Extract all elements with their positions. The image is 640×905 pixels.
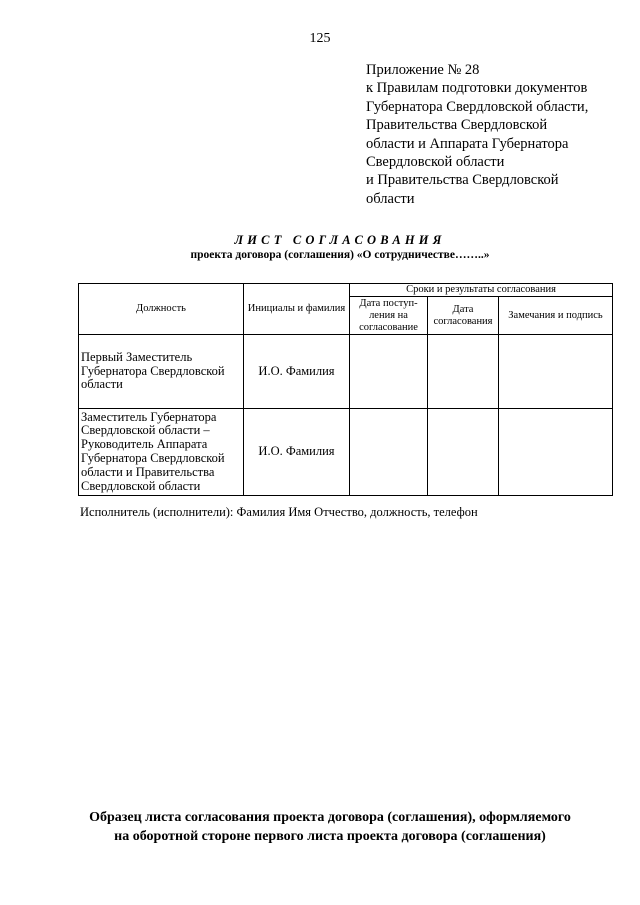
cell-date-approved — [428, 409, 499, 496]
page-number: 125 — [309, 31, 331, 46]
header-date-approved: Дата согласования — [428, 297, 499, 335]
row-name: И.О. Фамилия — [244, 409, 350, 496]
table-row — [79, 409, 613, 496]
document-caption — [0, 808, 640, 846]
cell-date-received — [350, 335, 428, 409]
appendix-line: области — [366, 190, 415, 207]
appendix-line: Губернатора Свердловской области, — [366, 98, 589, 115]
header-name: Инициалы и фамилия — [244, 284, 350, 335]
appendix-line: и Правительства Свердловской — [366, 172, 559, 189]
caption-line: на оборотной стороне первого листа проекта договора (соглашения) — [114, 829, 546, 844]
appendix-header — [366, 61, 628, 208]
header-remarks: Замечания и подпись — [499, 297, 613, 335]
cell-remarks — [499, 409, 613, 496]
header-position: Должность — [79, 284, 244, 335]
table-row — [79, 335, 613, 409]
appendix-line: Приложение № 28 — [366, 62, 480, 78]
header-approval-group: Сроки и результаты согласования — [350, 284, 613, 297]
row-name: И.О. Фамилия — [244, 335, 350, 409]
row-position: Первый Заместитель Губернатора Свердловской области — [79, 335, 244, 409]
caption-line: Образец листа согласования проекта договора (соглашения), оформляемого — [89, 810, 571, 825]
appendix-line: к Правилам подготовки документов — [366, 80, 588, 97]
appendix-line: области и Аппарата Губернатора — [366, 135, 569, 152]
cell-date-approved — [428, 335, 499, 409]
row-position: Заместитель Губернатора Свердловской области – Руководитель Аппарата Губернатора Свердловской области и Правительства Свердловской области — [79, 409, 244, 496]
executor-line: Исполнитель (исполнители): Фамилия Имя Отчество, должность, телефон — [80, 505, 478, 519]
approval-table — [78, 283, 613, 496]
sheet-subtitle: проекта договора (соглашения) «О сотрудничестве……..» — [190, 249, 490, 261]
header-date-received: Дата поступ-ления на согласование — [350, 297, 428, 335]
cell-remarks — [499, 335, 613, 409]
cell-date-received — [350, 409, 428, 496]
sheet-title: ЛИСТ СОГЛАСОВАНИЯ — [234, 233, 446, 247]
appendix-line: Свердловской области — [366, 154, 505, 171]
appendix-line: Правительства Свердловской — [366, 117, 548, 134]
